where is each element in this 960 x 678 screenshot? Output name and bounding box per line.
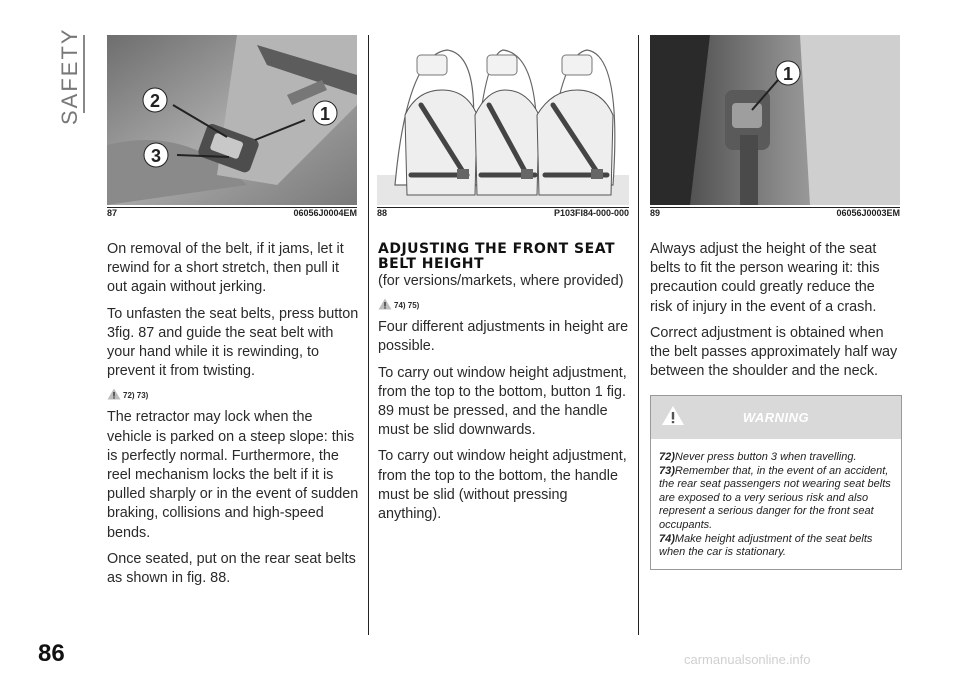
section-heading: ADJUSTING THE FRONT SEAT BELT HEIGHT [378, 241, 615, 272]
figure-87-caption [107, 208, 357, 222]
column-3 [650, 240, 898, 388]
figure-number: 89 [650, 208, 661, 218]
figure-code: P103FI84-000-000 [553, 208, 629, 218]
reference-text: 72) 73) [123, 391, 149, 401]
warning-item-text: Make height adjustment of the seat belts when the car is stationary. [659, 532, 873, 559]
figure-89-caption [650, 208, 900, 222]
paragraph: To carry out window height adjustment, from the top to the bottom, the handle must be slid (without pressing anything). [378, 448, 627, 523]
paragraph: To carry out window height adjustment, from the top to the bottom, button 1 fig. 89 must be pressed, and the handle must be slid downwards. [378, 364, 627, 439]
paragraph: To unfasten the seat belts, press button 3fig. 87 and guide the seat belt with your hand while it is rewinding, to prevent it from twisting. [107, 305, 359, 380]
warning-title: WARNING [742, 410, 810, 425]
section-label: SAFETY [57, 27, 82, 125]
figure-code: 06056J0003EM [836, 208, 900, 218]
warning-triangle-icon [378, 298, 392, 310]
watermark: carmanualsonline.info [684, 652, 811, 667]
figure-88-image [377, 35, 629, 205]
warning-item-number: 74) [659, 532, 675, 545]
column-separator [638, 35, 639, 635]
warning-box [650, 395, 902, 570]
paragraph: Once seated, put on the rear seat belts as shown in fig. 88. [107, 550, 356, 587]
figure-number: 87 [107, 208, 118, 218]
paragraph: Correct adjustment is obtained when the belt passes approximately half way between the shoulder and the neck. [650, 324, 898, 380]
column-1 [107, 240, 359, 595]
page-number: 86 [38, 640, 65, 667]
paragraph: Always adjust the height of the seat belts to fit the person wearing it: this precaution could greatly reduce the risk of injury in the event of a crash. [650, 241, 880, 315]
figure-88-caption [377, 208, 629, 222]
figure-89-image [650, 35, 900, 205]
column-2 [378, 242, 630, 531]
warning-item-text: Remember that, in the event of an accident, the rear seat passengers not wearing seat belts are exposed to a very serious risk and also represent a serious danger for the front seat occupants. [659, 464, 891, 531]
warning-item [659, 533, 895, 560]
figure-89-callout-1: 1 [782, 64, 794, 84]
warning-body [659, 451, 895, 560]
warning-item-text: Never press button 3 when travelling. [674, 451, 857, 463]
paragraph: On removal of the belt, if it jams, let it rewind for a short stretch, then pull it out again without jerking. [107, 241, 344, 296]
figure-87-callout-3: 3 [150, 146, 162, 166]
section-divider [83, 35, 85, 113]
reference-text: 74) 75) [394, 301, 420, 311]
warning-item-number: 72) [659, 451, 675, 463]
warning-item-number: 73) [659, 464, 675, 477]
warning-reference [378, 298, 630, 310]
warning-item [659, 451, 895, 465]
warning-reference [107, 388, 359, 400]
figure-87-callout-1: 1 [319, 104, 331, 124]
figure-code: 06056J0004EM [293, 208, 357, 218]
figure-number: 88 [377, 208, 388, 218]
warning-item [659, 465, 895, 533]
figure-87-callout-2: 2 [149, 91, 161, 111]
paragraph: Four different adjustments in height are possible. [378, 319, 629, 355]
warning-header [651, 396, 901, 439]
column-separator [368, 35, 369, 635]
figure-87-image [107, 35, 357, 205]
warning-triangle-icon [107, 388, 121, 400]
section-subheading: (for versions/markets, where provided) [378, 273, 624, 289]
paragraph: The retractor may lock when the vehicle is parked on a steep slope: this is perfectly normal. Furthermore, the reel mechanism locks the belt if it is pulled sharply or in the event of sudden braking, collisions and high-speed bends. [107, 409, 359, 541]
